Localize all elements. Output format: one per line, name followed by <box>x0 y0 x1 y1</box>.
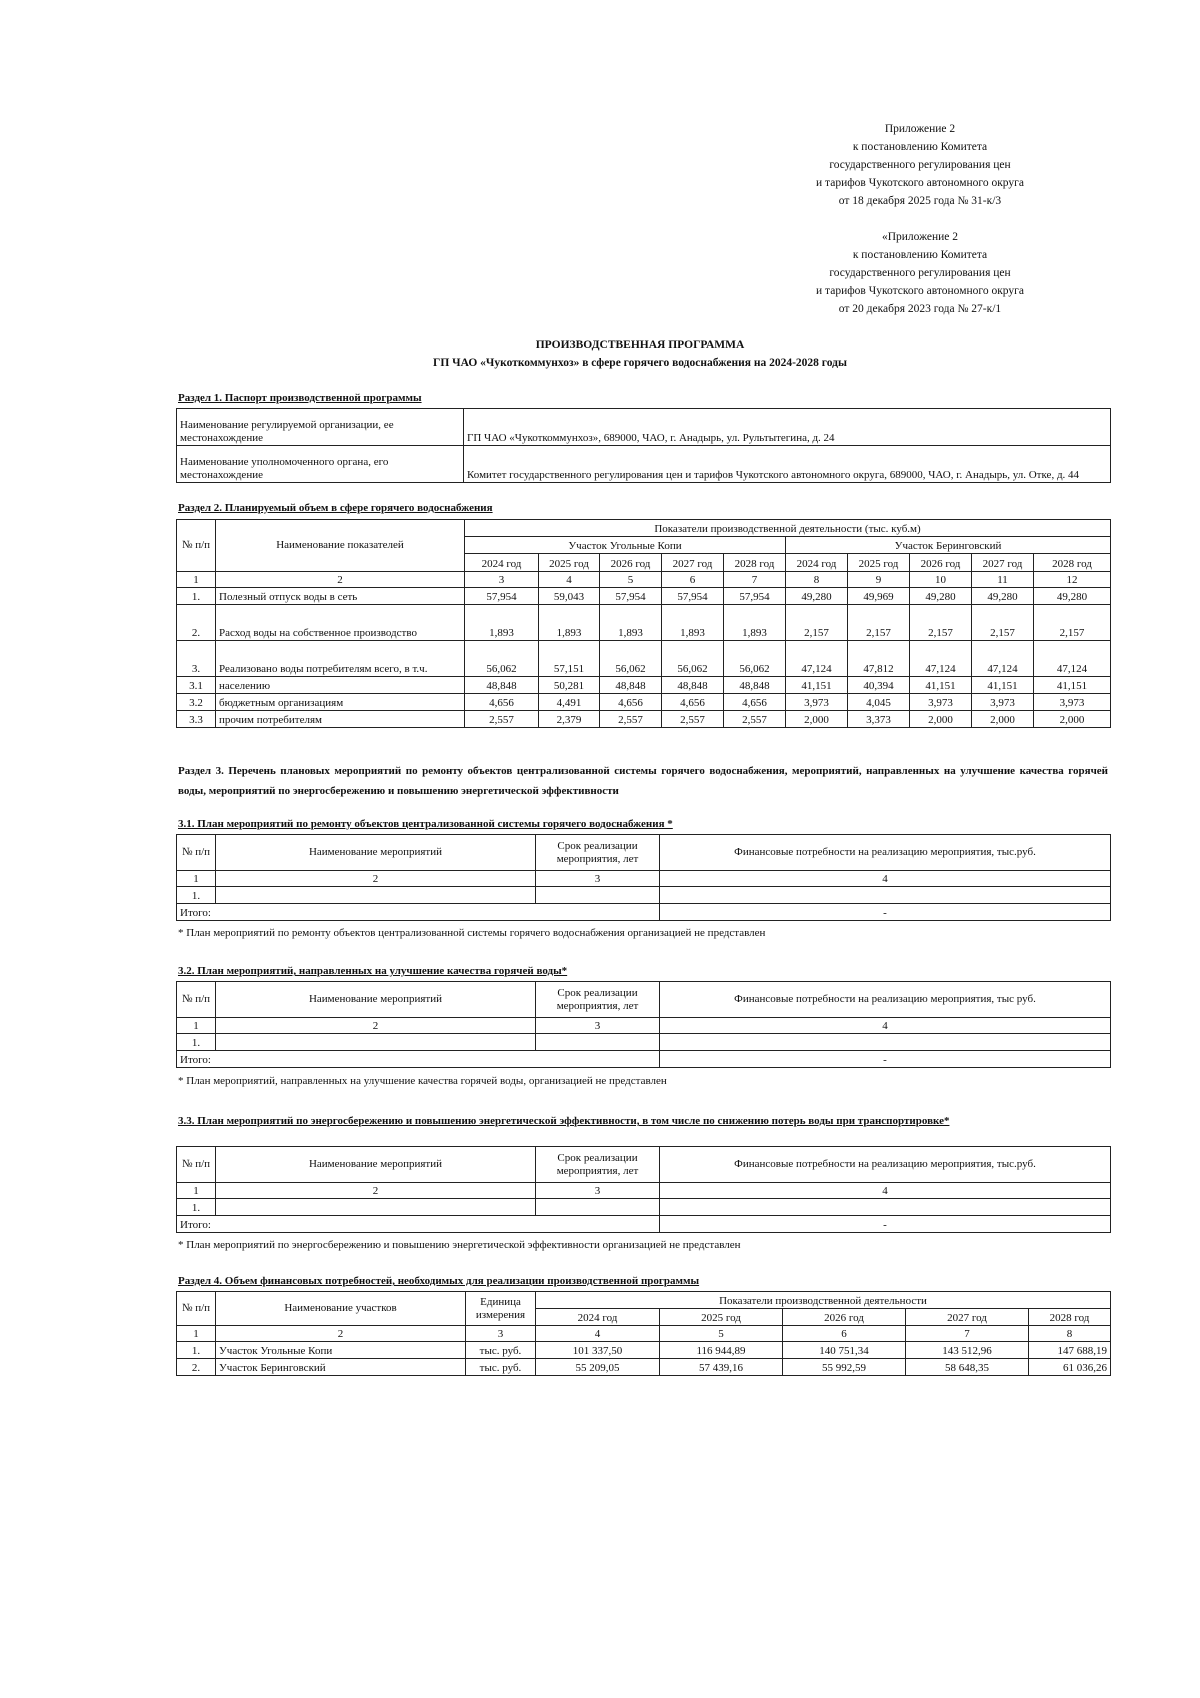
value-cell: 2,157 <box>1034 605 1111 641</box>
col-number: 6 <box>783 1326 906 1342</box>
empty-cell <box>536 1199 660 1216</box>
volume-table <box>176 519 1111 728</box>
value-cell: 1,893 <box>662 605 724 641</box>
col-number-row <box>177 1183 1111 1199</box>
col-number: 3 <box>466 1326 536 1342</box>
title-line-2: ГП ЧАО «Чукоткоммунхоз» в сфере горячего водоснабжения на 2024-2028 годы <box>433 357 847 369</box>
col-name-header: Наименование мероприятий <box>216 835 536 871</box>
col-name-header: Наименование участков <box>216 1292 466 1326</box>
row-num: 1. <box>177 1034 216 1051</box>
table-row <box>177 605 1111 641</box>
value-cell: 47,124 <box>972 641 1034 677</box>
col-number: 12 <box>1034 572 1111 588</box>
value-cell: 59,043 <box>539 588 600 605</box>
value-cell: 3,373 <box>848 711 910 728</box>
value-cell: 2,557 <box>600 711 662 728</box>
year-header: 2024 год <box>536 1309 660 1326</box>
value-cell: 41,151 <box>786 677 848 694</box>
passport-label: Наименование регулируемой организации, ее местонахождение <box>177 409 464 446</box>
col-number: 2 <box>216 1018 536 1034</box>
value-cell: 49,280 <box>972 588 1034 605</box>
row-num: 3. <box>177 641 216 677</box>
value-cell: 2,157 <box>910 605 972 641</box>
col-number: 6 <box>662 572 724 588</box>
value-cell: 49,280 <box>910 588 972 605</box>
value-cell: 48,848 <box>465 677 539 694</box>
total-row <box>177 904 1111 921</box>
col-number: 9 <box>848 572 910 588</box>
year-header: 2026 год <box>910 554 972 572</box>
table-row <box>177 1199 1111 1216</box>
col-number-row <box>177 1326 1111 1342</box>
value-cell: 2,000 <box>910 711 972 728</box>
table-header-row <box>177 835 1111 871</box>
group-header: Показатели производственной деятельности <box>536 1292 1111 1309</box>
value-cell: 61 036,26 <box>1029 1359 1111 1376</box>
table-row <box>177 694 1111 711</box>
row-num: 3.3 <box>177 711 216 728</box>
table-row <box>177 446 1111 483</box>
value-cell: 3,973 <box>1034 694 1111 711</box>
value-cell: 49,280 <box>786 588 848 605</box>
year-header: 2025 год <box>848 554 910 572</box>
value-cell: 57,954 <box>600 588 662 605</box>
group-header: Показатели производственной деятельности (тыс. куб.м) <box>465 520 1111 537</box>
value-cell: 57,151 <box>539 641 600 677</box>
row-num: 1. <box>177 1342 216 1359</box>
value-cell: 2,000 <box>786 711 848 728</box>
col-num-header: № п/п <box>177 520 216 572</box>
value-cell: 147 688,19 <box>1029 1342 1111 1359</box>
col-number: 11 <box>972 572 1034 588</box>
col-num-header: № п/п <box>177 982 216 1018</box>
row-num: 3.1 <box>177 677 216 694</box>
row-num: 1. <box>177 588 216 605</box>
col-number: 1 <box>177 572 216 588</box>
col-term-header: Срок реализации мероприятия, лет <box>536 1147 660 1183</box>
value-cell: 3,973 <box>786 694 848 711</box>
passport-label: Наименование уполномоченного органа, его местонахождение <box>177 446 464 483</box>
value-cell: 55 209,05 <box>536 1359 660 1376</box>
table-row <box>177 887 1111 904</box>
value-cell: 2,557 <box>465 711 539 728</box>
value-cell: 56,062 <box>600 641 662 677</box>
col-number: 1 <box>177 871 216 887</box>
table-row <box>177 1342 1111 1359</box>
row-name: Реализовано воды потребителям всего, в т.ч. <box>216 641 465 677</box>
appendix-line: от 20 декабря 2023 года № 27-к/1 <box>838 303 1002 315</box>
empty-cell <box>216 887 536 904</box>
col-number: 1 <box>177 1018 216 1034</box>
col-name-header: Наименование показателей <box>216 520 465 572</box>
appendix-line: «Приложение 2 <box>881 231 959 243</box>
value-cell: 48,848 <box>600 677 662 694</box>
empty-cell <box>660 1034 1111 1051</box>
unit-cell: тыс. руб. <box>466 1342 536 1359</box>
table-row <box>177 1359 1111 1376</box>
appendix-previous <box>770 228 1070 318</box>
appendix-line: к постановлению Комитета <box>852 249 988 261</box>
col-number: 4 <box>536 1326 660 1342</box>
year-header: 2028 год <box>724 554 786 572</box>
col-number: 2 <box>216 871 536 887</box>
col-num-header: № п/п <box>177 1147 216 1183</box>
value-cell: 57,954 <box>465 588 539 605</box>
table-row <box>177 1034 1111 1051</box>
value-cell: 4,491 <box>539 694 600 711</box>
col-number: 3 <box>536 1183 660 1199</box>
table-header-row <box>177 520 1111 537</box>
table-row <box>177 588 1111 605</box>
year-header: 2027 год <box>662 554 724 572</box>
col-number: 1 <box>177 1183 216 1199</box>
col-name-header: Наименование мероприятий <box>216 1147 536 1183</box>
value-cell: 4,656 <box>724 694 786 711</box>
col-number: 5 <box>660 1326 783 1342</box>
col-number: 2 <box>216 572 465 588</box>
year-header: 2024 год <box>465 554 539 572</box>
passport-value: Комитет государственного регулирования цен и тарифов Чукотского автономного округа, 689000, ЧАО, г. Анадырь, ул. Отке, д. 44 <box>464 446 1111 483</box>
table-row <box>177 711 1111 728</box>
col-number-row <box>177 1018 1111 1034</box>
table-header-row <box>177 1292 1111 1309</box>
col-number: 2 <box>216 1183 536 1199</box>
year-header: 2028 год <box>1034 554 1111 572</box>
passport-value: ГП ЧАО «Чукоткоммунхоз», 689000, ЧАО, г. Анадырь, ул. Рультытегина, д. 24 <box>464 409 1111 446</box>
row-name: бюджетным организациям <box>216 694 465 711</box>
row-name: прочим потребителям <box>216 711 465 728</box>
row-num: 2. <box>177 605 216 641</box>
value-cell: 2,557 <box>662 711 724 728</box>
value-cell: 41,151 <box>1034 677 1111 694</box>
col-number: 3 <box>465 572 539 588</box>
value-cell: 41,151 <box>972 677 1034 694</box>
plan-table-32 <box>176 981 1111 1068</box>
value-cell: 1,893 <box>724 605 786 641</box>
value-cell: 48,848 <box>662 677 724 694</box>
value-cell: 1,893 <box>539 605 600 641</box>
section3-heading: Раздел 3. Перечень плановых мероприятий по ремонту объектов централизованной системы горячего водоснабжения, мероприятий, направленных на улучшение качества горячей воды, мероприятий по энергосбережению и повышению энергетической эффективности <box>178 765 1108 797</box>
value-cell: 2,000 <box>1034 711 1111 728</box>
col-number: 4 <box>660 871 1111 887</box>
row-name: Расход воды на собственное производство <box>216 605 465 641</box>
value-cell: 57 439,16 <box>660 1359 783 1376</box>
appendix-line: и тарифов Чукотского автономного округа <box>816 285 1024 297</box>
col-num-header: № п/п <box>177 835 216 871</box>
value-cell: 101 337,50 <box>536 1342 660 1359</box>
total-label: Итого: <box>177 1051 660 1068</box>
empty-cell <box>536 887 660 904</box>
value-cell: 116 944,89 <box>660 1342 783 1359</box>
appendix-line: государственного регулирования цен <box>829 159 1011 171</box>
value-cell: 58 648,35 <box>906 1359 1029 1376</box>
col-number-row <box>177 871 1111 887</box>
table-header-row <box>177 982 1111 1018</box>
year-header: 2027 год <box>972 554 1034 572</box>
year-header: 2026 год <box>783 1309 906 1326</box>
appendix-current <box>770 120 1070 210</box>
value-cell: 143 512,96 <box>906 1342 1029 1359</box>
value-cell: 47,124 <box>1034 641 1111 677</box>
value-cell: 47,124 <box>910 641 972 677</box>
value-cell: 49,280 <box>1034 588 1111 605</box>
sub32-heading: 3.2. План мероприятий, направленных на улучшение качества горячей воды* <box>178 965 568 977</box>
col-num-header: № п/п <box>177 1292 216 1326</box>
table-row <box>177 641 1111 677</box>
value-cell: 2,157 <box>786 605 848 641</box>
table-row <box>177 409 1111 446</box>
col-number: 4 <box>660 1183 1111 1199</box>
empty-cell <box>660 887 1111 904</box>
value-cell: 4,045 <box>848 694 910 711</box>
row-num: 2. <box>177 1359 216 1376</box>
value-cell: 56,062 <box>465 641 539 677</box>
col-term-header: Срок реализации мероприятия, лет <box>536 835 660 871</box>
total-row <box>177 1216 1111 1233</box>
col-number: 8 <box>1029 1326 1111 1342</box>
empty-cell <box>660 1199 1111 1216</box>
total-label: Итого: <box>177 1216 660 1233</box>
total-value: - <box>660 904 1111 921</box>
col-fin-header: Финансовые потребности на реализацию мероприятия, тыс.руб. <box>660 1147 1111 1183</box>
total-value: - <box>660 1051 1111 1068</box>
year-header: 2028 год <box>1029 1309 1111 1326</box>
row-name: населению <box>216 677 465 694</box>
value-cell: 1,893 <box>600 605 662 641</box>
row-num: 1. <box>177 887 216 904</box>
table-row <box>177 677 1111 694</box>
value-cell: 41,151 <box>910 677 972 694</box>
section1-heading: Раздел 1. Паспорт производственной программы <box>178 392 422 404</box>
year-header: 2027 год <box>906 1309 1029 1326</box>
unit-cell: тыс. руб. <box>466 1359 536 1376</box>
appendix-line: государственного регулирования цен <box>829 267 1011 279</box>
value-cell: 48,848 <box>724 677 786 694</box>
finance-table <box>176 1291 1111 1376</box>
value-cell: 50,281 <box>539 677 600 694</box>
site2-header: Участок Беринговский <box>786 537 1111 554</box>
total-label: Итого: <box>177 904 660 921</box>
value-cell: 140 751,34 <box>783 1342 906 1359</box>
col-number: 1 <box>177 1326 216 1342</box>
col-number: 10 <box>910 572 972 588</box>
value-cell: 3,973 <box>910 694 972 711</box>
col-fin-header: Финансовые потребности на реализацию мероприятия, тыс.руб. <box>660 835 1111 871</box>
value-cell: 49,969 <box>848 588 910 605</box>
table-header-row <box>177 1147 1111 1183</box>
empty-cell <box>216 1034 536 1051</box>
col-number: 7 <box>906 1326 1029 1342</box>
appendix-line: и тарифов Чукотского автономного округа <box>816 177 1024 189</box>
col-number: 8 <box>786 572 848 588</box>
row-name: Участок Угольные Копи <box>216 1342 466 1359</box>
value-cell: 4,656 <box>662 694 724 711</box>
col-fin-header: Финансовые потребности на реализацию мероприятия, тыс руб. <box>660 982 1111 1018</box>
year-header: 2025 год <box>660 1309 783 1326</box>
row-num: 1. <box>177 1199 216 1216</box>
value-cell: 56,062 <box>662 641 724 677</box>
value-cell: 2,157 <box>848 605 910 641</box>
page-title <box>170 336 1110 372</box>
title-line-1: ПРОИЗВОДСТВЕННАЯ ПРОГРАММА <box>535 339 745 351</box>
sub33-heading: 3.3. План мероприятий по энергосбережению и повышению энергетической эффективности, в том числе по снижению потерь воды при транспортировке* <box>178 1115 950 1127</box>
value-cell: 2,557 <box>724 711 786 728</box>
value-cell: 55 992,59 <box>783 1359 906 1376</box>
sub31-note: * План мероприятий по ремонту объектов централизованной системы горячего водоснабжения организацией не представлен <box>178 927 766 939</box>
section4-heading: Раздел 4. Объем финансовых потребностей, необходимых для реализации производственной программы <box>178 1275 700 1287</box>
plan-table-33 <box>176 1146 1111 1233</box>
passport-table <box>176 408 1111 483</box>
value-cell: 4,656 <box>600 694 662 711</box>
value-cell: 47,812 <box>848 641 910 677</box>
value-cell: 2,379 <box>539 711 600 728</box>
col-number: 4 <box>660 1018 1111 1034</box>
col-unit-header: Единица измерения <box>466 1292 536 1326</box>
year-header: 2024 год <box>786 554 848 572</box>
row-name: Участок Беринговский <box>216 1359 466 1376</box>
empty-cell <box>536 1034 660 1051</box>
appendix-line: к постановлению Комитета <box>852 141 988 153</box>
col-number: 5 <box>600 572 662 588</box>
col-number: 7 <box>724 572 786 588</box>
plan-table-31 <box>176 834 1111 921</box>
row-num: 3.2 <box>177 694 216 711</box>
value-cell: 47,124 <box>786 641 848 677</box>
row-name: Полезный отпуск воды в сеть <box>216 588 465 605</box>
section2-heading: Раздел 2. Планируемый объем в сфере горячего водоснабжения <box>178 502 493 514</box>
value-cell: 56,062 <box>724 641 786 677</box>
year-header: 2025 год <box>539 554 600 572</box>
value-cell: 2,000 <box>972 711 1034 728</box>
col-number: 3 <box>536 871 660 887</box>
value-cell: 3,973 <box>972 694 1034 711</box>
appendix-line: от 18 декабря 2025 года № 31-к/3 <box>838 195 1002 207</box>
total-row <box>177 1051 1111 1068</box>
value-cell: 40,394 <box>848 677 910 694</box>
sub32-note: * План мероприятий, направленных на улучшение качества горячей воды, организацией не представлен <box>178 1075 667 1087</box>
sub33-note: * План мероприятий по энергосбережению и повышению энергетической эффективности организацией не представлен <box>178 1239 741 1251</box>
value-cell: 2,157 <box>972 605 1034 641</box>
col-number: 3 <box>536 1018 660 1034</box>
year-header: 2026 год <box>600 554 662 572</box>
value-cell: 57,954 <box>724 588 786 605</box>
col-number: 4 <box>539 572 600 588</box>
total-value: - <box>660 1216 1111 1233</box>
col-number: 2 <box>216 1326 466 1342</box>
empty-cell <box>216 1199 536 1216</box>
value-cell: 1,893 <box>465 605 539 641</box>
appendix-line: Приложение 2 <box>884 123 956 135</box>
col-number-row <box>177 572 1111 588</box>
col-name-header: Наименование мероприятий <box>216 982 536 1018</box>
col-term-header: Срок реализации мероприятия, лет <box>536 982 660 1018</box>
value-cell: 57,954 <box>662 588 724 605</box>
sub31-heading: 3.1. План мероприятий по ремонту объектов централизованной системы горячего водоснабжения * <box>178 818 673 830</box>
value-cell: 4,656 <box>465 694 539 711</box>
site1-header: Участок Угольные Копи <box>465 537 786 554</box>
